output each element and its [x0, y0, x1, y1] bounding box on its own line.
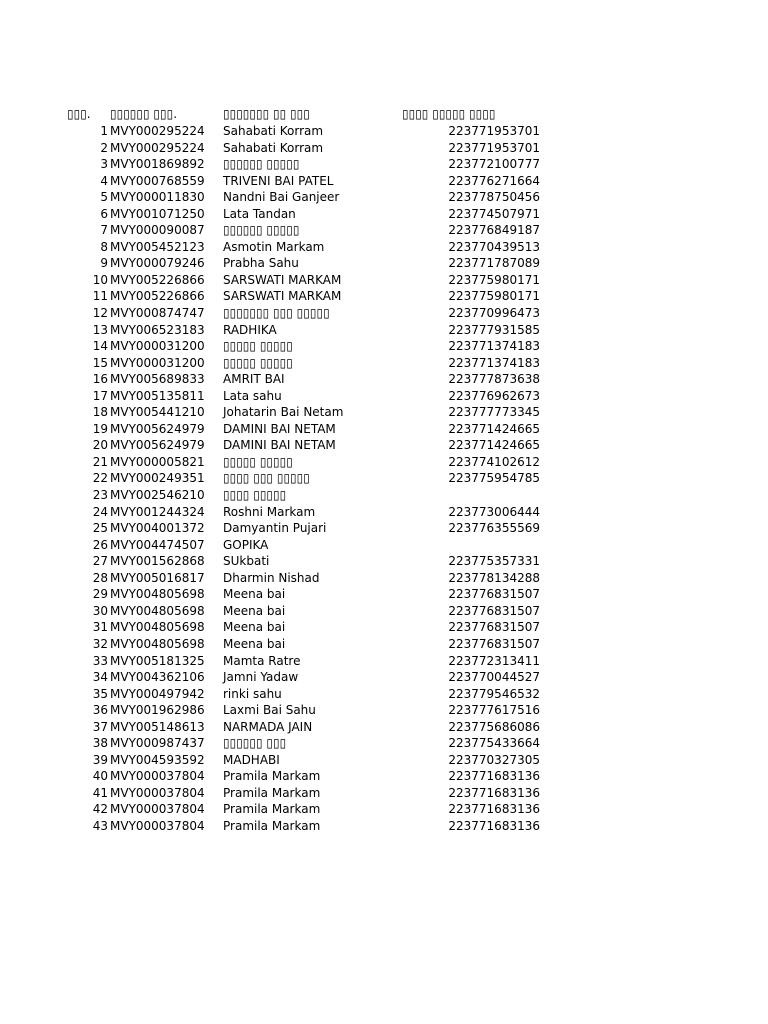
registration-number-cell: MVY005148613: [110, 719, 205, 734]
table-row: [0, 553, 768, 570]
table-row: [0, 735, 768, 752]
table-row: [0, 801, 768, 818]
serial-number-cell: 37: [92, 719, 108, 734]
table-row: [0, 520, 768, 537]
mobile-number-cell: 223771374183: [448, 339, 540, 354]
registration-number-cell: MVY005016817: [110, 570, 205, 585]
serial-number-cell: 12: [92, 306, 108, 321]
table-row: [0, 686, 768, 703]
beneficiary-name-cell: ▯▯▯▯▯▯ ▯▯▯▯▯: [223, 223, 300, 238]
serial-number-cell: 6: [100, 206, 108, 221]
serial-number-cell: 40: [92, 769, 108, 784]
registration-number-cell: MVY002546210: [110, 488, 205, 503]
beneficiary-name-cell: Lata Tandan: [223, 206, 296, 221]
header-serial-number: ▯▯▯.: [67, 107, 91, 121]
beneficiary-name-cell: DAMINI BAI NETAM: [223, 421, 336, 436]
registration-number-cell: MVY005135811: [110, 388, 205, 403]
table-row: [0, 338, 768, 355]
serial-number-cell: 39: [92, 752, 108, 767]
serial-number-cell: 35: [92, 686, 108, 701]
serial-number-cell: 26: [92, 537, 108, 552]
registration-number-cell: MVY000037804: [110, 769, 205, 784]
beneficiary-name-cell: Pramila Markam: [223, 769, 321, 784]
beneficiary-name-cell: DAMINI BAI NETAM: [223, 438, 336, 453]
mobile-number-cell: 223771953701: [448, 124, 540, 138]
beneficiary-name-cell: Laxmi Bai Sahu: [223, 703, 316, 718]
beneficiary-name-cell: Mamta Ratre: [223, 653, 301, 668]
table-row: [0, 586, 768, 603]
beneficiary-name-cell: ▯▯▯▯▯ ▯▯▯▯▯: [223, 355, 293, 370]
registration-number-cell: MVY001244324: [110, 504, 205, 519]
registration-number-cell: MVY000768559: [110, 173, 205, 188]
table-row: [0, 123, 768, 140]
serial-number-cell: 11: [92, 289, 108, 304]
table-row: [0, 470, 768, 487]
mobile-number-cell: 223770996473: [448, 306, 540, 321]
beneficiary-name-cell: Lata sahu: [223, 388, 282, 403]
serial-number-cell: 27: [92, 554, 108, 569]
serial-number-cell: 7: [100, 223, 108, 238]
beneficiary-name-cell: Pramila Markam: [223, 802, 321, 817]
table-row: [0, 371, 768, 388]
registration-number-cell: MVY006523183: [110, 322, 205, 337]
beneficiary-name-cell: Meena bai: [223, 587, 286, 602]
registration-number-cell: MVY000037804: [110, 802, 205, 817]
serial-number-cell: 30: [92, 603, 108, 618]
beneficiary-name-cell: TRIVENI BAI PATEL: [223, 173, 334, 188]
registration-number-cell: MVY004805698: [110, 587, 205, 602]
table-row: [0, 255, 768, 272]
beneficiary-name-cell: Jamni Yadaw: [223, 670, 299, 685]
registration-number-cell: MVY005441210: [110, 405, 205, 420]
serial-number-cell: 21: [92, 454, 108, 469]
beneficiary-name-cell: Damyantin Pujari: [223, 521, 327, 536]
serial-number-cell: 13: [92, 322, 108, 337]
table-row: [0, 653, 768, 670]
serial-number-cell: 23: [92, 488, 108, 503]
registration-number-cell: MVY004805698: [110, 620, 205, 635]
beneficiary-name-cell: Meena bai: [223, 636, 286, 651]
mobile-number-cell: 223775980171: [448, 272, 540, 287]
mobile-number-cell: 223776831507: [448, 620, 540, 635]
beneficiary-name-cell: Asmotin Markam: [223, 239, 325, 254]
registration-number-cell: MVY000987437: [110, 736, 205, 751]
mobile-number-cell: 223776962673: [448, 388, 540, 403]
mobile-number-cell: 223774102612: [448, 454, 540, 469]
mobile-number-cell: 223776271664: [448, 173, 540, 188]
serial-number-cell: 9: [100, 256, 108, 271]
table-row: [0, 603, 768, 620]
mobile-number-cell: 223775686086: [448, 719, 540, 734]
serial-number-cell: 10: [92, 272, 108, 287]
serial-number-cell: 28: [92, 570, 108, 585]
table-row: [0, 206, 768, 223]
table-row: [0, 388, 768, 405]
table-row: [0, 636, 768, 653]
header-registration-number: ▯▯▯▯▯▯ ▯▯▯.: [110, 107, 178, 121]
beneficiary-name-cell: ▯▯▯▯ ▯▯▯▯▯: [223, 488, 287, 503]
mobile-number-cell: 223772313411: [448, 653, 540, 668]
registration-number-cell: MVY005181325: [110, 653, 205, 668]
serial-number-cell: 18: [92, 405, 108, 420]
serial-number-cell: 33: [92, 653, 108, 668]
registration-number-cell: MVY005689833: [110, 372, 205, 387]
beneficiary-name-cell: NARMADA JAIN: [223, 719, 313, 734]
serial-number-cell: 31: [92, 620, 108, 635]
serial-number-cell: 22: [92, 471, 108, 486]
table-row: [0, 355, 768, 372]
beneficiary-name-cell: ▯▯▯▯▯▯ ▯▯▯: [223, 736, 287, 751]
registration-number-cell: MVY000295224: [110, 140, 205, 155]
table-row: [0, 222, 768, 239]
table-row: [0, 437, 768, 454]
mobile-number-cell: 223776831507: [448, 587, 540, 602]
mobile-number-cell: 223777773345: [448, 405, 540, 420]
registration-number-cell: MVY000037804: [110, 818, 205, 833]
mobile-number-cell: 223771683136: [448, 802, 540, 817]
beneficiary-name-cell: Pramila Markam: [223, 785, 321, 800]
registration-number-cell: MVY001962986: [110, 703, 205, 718]
spreadsheet-table: [0, 106, 768, 835]
serial-number-cell: 25: [92, 521, 108, 536]
beneficiary-name-cell: Johatarin Bai Netam: [223, 405, 344, 420]
mobile-number-cell: 223775954785: [448, 471, 540, 486]
registration-number-cell: MVY004001372: [110, 521, 205, 536]
beneficiary-name-cell: Sahabati Korram: [223, 124, 324, 138]
beneficiary-name-cell: RADHIKA: [223, 322, 277, 337]
table-row: [0, 421, 768, 438]
registration-number-cell: MVY004474507: [110, 537, 205, 552]
mobile-number-cell: 223777873638: [448, 372, 540, 387]
registration-number-cell: MVY004805698: [110, 603, 205, 618]
serial-number-cell: 29: [92, 587, 108, 602]
beneficiary-name-cell: ▯▯▯▯▯▯▯ ▯▯▯ ▯▯▯▯▯: [223, 306, 330, 321]
registration-number-cell: MVY005624979: [110, 421, 205, 436]
beneficiary-name-cell: Pramila Markam: [223, 818, 321, 833]
table-row: [0, 768, 768, 785]
table-row: [0, 537, 768, 554]
mobile-number-cell: 223778134288: [448, 570, 540, 585]
serial-number-cell: 3: [100, 157, 108, 172]
serial-number-cell: 16: [92, 372, 108, 387]
registration-number-cell: MVY000079246: [110, 256, 205, 271]
table-row: [0, 570, 768, 587]
mobile-number-cell: 223774507971: [448, 206, 540, 221]
serial-number-cell: 32: [92, 636, 108, 651]
registration-number-cell: MVY000037804: [110, 785, 205, 800]
mobile-number-cell: 223778750456: [448, 190, 540, 205]
serial-number-cell: 8: [100, 239, 108, 254]
beneficiary-name-cell: SARSWATI MARKAM: [223, 289, 342, 304]
table-row: [0, 404, 768, 421]
beneficiary-name-cell: ▯▯▯▯▯ ▯▯▯▯▯: [223, 454, 293, 469]
mobile-number-cell: 223777617516: [448, 703, 540, 718]
registration-number-cell: MVY001562868: [110, 554, 205, 569]
serial-number-cell: 2: [100, 140, 108, 155]
mobile-number-cell: 223775357331: [448, 554, 540, 569]
table-row: [0, 454, 768, 471]
serial-number-cell: 43: [92, 818, 108, 833]
serial-number-cell: 36: [92, 703, 108, 718]
table-row: [0, 140, 768, 157]
table-row: [0, 189, 768, 206]
beneficiary-name-cell: rinki sahu: [223, 686, 282, 701]
serial-number-cell: 38: [92, 736, 108, 751]
serial-number-cell: 42: [92, 802, 108, 817]
table-row: [0, 288, 768, 305]
mobile-number-cell: 223779546532: [448, 686, 540, 701]
table-row: [0, 239, 768, 256]
beneficiary-name-cell: Nandni Bai Ganjeer: [223, 190, 340, 205]
registration-number-cell: MVY000249351: [110, 471, 205, 486]
mobile-number-cell: 223771424665: [448, 421, 540, 436]
mobile-number-cell: 223770439513: [448, 239, 540, 254]
table-row: [0, 702, 768, 719]
registration-number-cell: MVY005624979: [110, 438, 205, 453]
table-row: [0, 272, 768, 289]
mobile-number-cell: 223776355569: [448, 521, 540, 536]
beneficiary-name-cell: SUkbati: [223, 554, 270, 569]
registration-number-cell: MVY001869892: [110, 157, 205, 172]
header-beneficiary-name: ▯▯▯▯▯▯▯ ▯▯ ▯▯▯: [223, 107, 310, 121]
serial-number-cell: 17: [92, 388, 108, 403]
registration-number-cell: MVY000295224: [110, 124, 205, 138]
registration-number-cell: MVY005226866: [110, 289, 205, 304]
serial-number-cell: 5: [100, 190, 108, 205]
mobile-number-cell: 223775980171: [448, 289, 540, 304]
beneficiary-name-cell: Sahabati Korram: [223, 140, 324, 155]
mobile-number-cell: 223771683136: [448, 818, 540, 833]
mobile-number-cell: 223777931585: [448, 322, 540, 337]
serial-number-cell: 19: [92, 421, 108, 436]
mobile-number-cell: 223775433664: [448, 736, 540, 751]
beneficiary-name-cell: ▯▯▯▯▯ ▯▯▯▯▯: [223, 339, 293, 354]
mobile-number-cell: 223772100777: [448, 157, 540, 172]
serial-number-cell: 15: [92, 355, 108, 370]
table-row: [0, 504, 768, 521]
mobile-number-cell: 223773006444: [448, 504, 540, 519]
beneficiary-name-cell: GOPIKA: [223, 537, 269, 552]
registration-number-cell: MVY000031200: [110, 355, 205, 370]
table-row: [0, 752, 768, 769]
registration-number-cell: MVY000031200: [110, 339, 205, 354]
beneficiary-name-cell: Meena bai: [223, 620, 286, 635]
header-row: [0, 106, 768, 123]
mobile-number-cell: 223770327305: [448, 752, 540, 767]
table-body: [0, 123, 768, 835]
table-row: [0, 322, 768, 339]
mobile-number-cell: 223770044527: [448, 670, 540, 685]
table-row: [0, 173, 768, 190]
registration-number-cell: MVY005226866: [110, 272, 205, 287]
registration-number-cell: MVY004593592: [110, 752, 205, 767]
beneficiary-name-cell: ▯▯▯▯ ▯▯▯ ▯▯▯▯▯: [223, 471, 310, 486]
table-row: [0, 669, 768, 686]
mobile-number-cell: 223776831507: [448, 636, 540, 651]
serial-number-cell: 41: [92, 785, 108, 800]
beneficiary-name-cell: Meena bai: [223, 603, 286, 618]
beneficiary-name-cell: Prabha Sahu: [223, 256, 299, 271]
serial-number-cell: 4: [100, 173, 108, 188]
serial-number-cell: 34: [92, 670, 108, 685]
mobile-number-cell: 223771787089: [448, 256, 540, 271]
beneficiary-name-cell: ▯▯▯▯▯▯ ▯▯▯▯▯: [223, 157, 300, 172]
mobile-number-cell: 223771683136: [448, 785, 540, 800]
registration-number-cell: MVY000874747: [110, 306, 205, 321]
mobile-number-cell: 223771953701: [448, 140, 540, 155]
table-row: [0, 719, 768, 736]
beneficiary-name-cell: SARSWATI MARKAM: [223, 272, 342, 287]
serial-number-cell: 14: [92, 339, 108, 354]
mobile-number-cell: 223771683136: [448, 769, 540, 784]
header-mobile-number: ▯▯▯▯ ▯▯▯▯▯ ▯▯▯▯: [402, 107, 496, 121]
registration-number-cell: MVY000497942: [110, 686, 205, 701]
mobile-number-cell: 223771424665: [448, 438, 540, 453]
serial-number-cell: 1: [100, 124, 108, 138]
mobile-number-cell: 223771374183: [448, 355, 540, 370]
registration-number-cell: MVY000005821: [110, 454, 205, 469]
table-row: [0, 785, 768, 802]
registration-number-cell: MVY000090087: [110, 223, 205, 238]
beneficiary-name-cell: Roshni Markam: [223, 504, 316, 519]
beneficiary-name-cell: AMRIT BAI: [223, 372, 285, 387]
mobile-number-cell: 223776849187: [448, 223, 540, 238]
registration-number-cell: MVY004805698: [110, 636, 205, 651]
table-row: [0, 305, 768, 322]
beneficiary-name-cell: MADHABI: [223, 752, 280, 767]
registration-number-cell: MVY001071250: [110, 206, 205, 221]
registration-number-cell: MVY005452123: [110, 239, 205, 254]
table-row: [0, 818, 768, 835]
serial-number-cell: 20: [92, 438, 108, 453]
mobile-number-cell: 223776831507: [448, 603, 540, 618]
beneficiary-name-cell: Dharmin Nishad: [223, 570, 320, 585]
serial-number-cell: 24: [92, 504, 108, 519]
registration-number-cell: MVY004362106: [110, 670, 205, 685]
table-row: [0, 156, 768, 173]
table-row: [0, 487, 768, 504]
table-row: [0, 619, 768, 636]
registration-number-cell: MVY000011830: [110, 190, 205, 205]
